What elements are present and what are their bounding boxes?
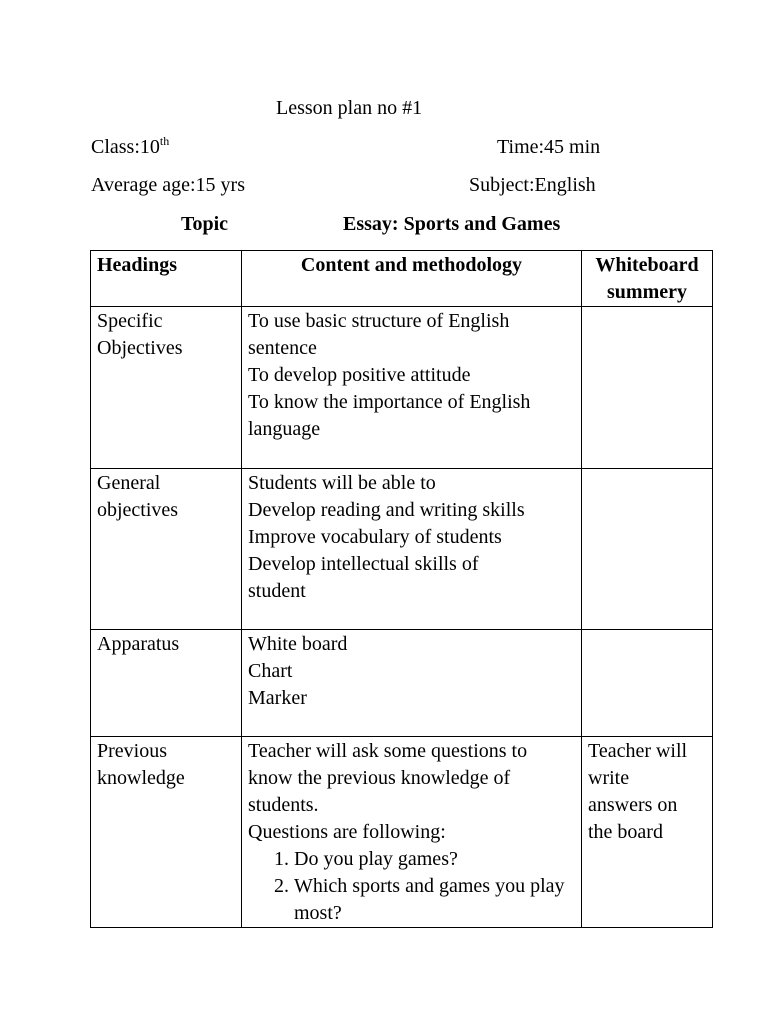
header-content-methodology: Content and methodology bbox=[242, 251, 582, 307]
table-header-row bbox=[91, 251, 713, 307]
row-content-cell bbox=[242, 469, 582, 630]
topic-value: Essay: Sports and Games bbox=[343, 213, 561, 235]
row-heading-cell bbox=[91, 307, 242, 469]
topic-label: Topic bbox=[181, 213, 229, 235]
table-row bbox=[91, 737, 713, 928]
average-age-info: Average age:15 yrs bbox=[91, 174, 246, 196]
row-content-cell bbox=[242, 630, 582, 737]
row-heading-cell bbox=[91, 737, 242, 928]
content-line: sentence bbox=[248, 337, 317, 359]
content-line: Students will be able to bbox=[248, 472, 436, 494]
content-line: Teacher will ask some questions to bbox=[248, 740, 528, 762]
summary-line: the board bbox=[588, 821, 663, 843]
summary-line: Teacher will bbox=[588, 740, 688, 762]
summary-line: answers on bbox=[588, 794, 678, 816]
row-heading-line: General bbox=[97, 472, 161, 494]
row-heading-line: objectives bbox=[97, 499, 179, 521]
questions-list bbox=[248, 846, 575, 927]
class-label: Class:10 bbox=[91, 136, 160, 158]
row-heading-cell bbox=[91, 630, 242, 737]
table-row bbox=[91, 630, 713, 737]
row-summary-cell bbox=[582, 307, 713, 469]
header-whiteboard-summary: Whiteboard summery bbox=[582, 251, 713, 307]
subject-info: Subject:English bbox=[469, 174, 596, 196]
summary-line: write bbox=[588, 767, 630, 789]
row-heading-line: Objectives bbox=[97, 337, 183, 359]
row-summary-cell bbox=[582, 469, 713, 630]
content-line: student bbox=[248, 580, 306, 602]
header-headings: Headings bbox=[91, 251, 242, 307]
content-line: To know the importance of English bbox=[248, 391, 531, 413]
content-line: Improve vocabulary of students bbox=[248, 526, 502, 548]
table-row bbox=[91, 469, 713, 630]
row-heading-line: Specific bbox=[97, 310, 163, 332]
row-heading-line: Apparatus bbox=[97, 633, 180, 655]
content-line: To develop positive attitude bbox=[248, 364, 471, 386]
row-heading-cell bbox=[91, 469, 242, 630]
row-heading-line: knowledge bbox=[97, 767, 185, 789]
question-item: 1. Do you play games? bbox=[294, 846, 575, 873]
content-line: language bbox=[248, 418, 321, 440]
row-heading-line: Previous bbox=[97, 740, 167, 762]
lesson-plan-title: Lesson plan no #1 bbox=[276, 97, 423, 119]
lesson-plan-table bbox=[90, 250, 713, 928]
time-info: Time:45 min bbox=[497, 136, 601, 158]
content-line: Chart bbox=[248, 660, 293, 682]
content-line: White board bbox=[248, 633, 348, 655]
class-ordinal-suffix: th bbox=[159, 134, 170, 148]
row-content-cell bbox=[242, 307, 582, 469]
row-content-cell bbox=[242, 737, 582, 928]
row-summary-cell bbox=[582, 630, 713, 737]
content-line: Develop reading and writing skills bbox=[248, 499, 525, 521]
row-summary-cell bbox=[582, 737, 713, 928]
content-line: students. bbox=[248, 794, 319, 816]
question-item: 2. Which sports and games you play most? bbox=[294, 873, 575, 927]
content-line: Questions are following: bbox=[248, 821, 446, 843]
content-line: To use basic structure of English bbox=[248, 310, 510, 332]
content-line: know the previous knowledge of bbox=[248, 767, 511, 789]
class-info bbox=[91, 135, 169, 159]
content-line: Develop intellectual skills of bbox=[248, 553, 479, 575]
table-row bbox=[91, 307, 713, 469]
content-line: Marker bbox=[248, 687, 307, 709]
